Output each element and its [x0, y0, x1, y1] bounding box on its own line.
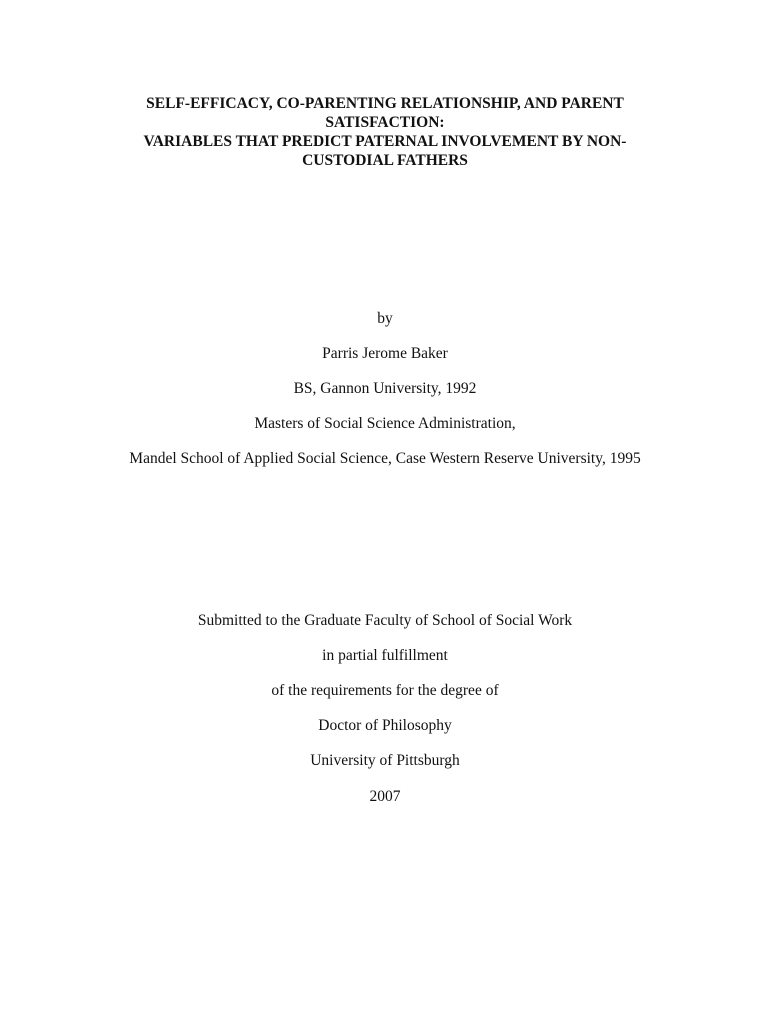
degree-masters-school: Mandel School of Applied Social Science, Case Western Reserve University, 1995: [129, 450, 641, 467]
title-line-1: SELF-EFFICACY, CO-PARENTING RELATIONSHIP, AND PARENT: [146, 95, 624, 112]
degree-masters: Masters of Social Science Administration,: [254, 415, 516, 432]
author-name: Parris Jerome Baker: [322, 345, 448, 362]
submission-year: 2007: [369, 788, 401, 805]
partial-fulfillment: in partial fulfillment: [322, 647, 448, 664]
submission-statement: Submitted to the Graduate Faculty of School of Social Work: [197, 612, 573, 629]
university-name: University of Pittsburgh: [310, 752, 460, 769]
title-line-3: VARIABLES THAT PREDICT PATERNAL INVOLVEMENT BY NON-: [143, 133, 627, 150]
degree-name: Doctor of Philosophy: [318, 717, 452, 734]
by-label: by: [377, 310, 393, 327]
dissertation-title: [0, 94, 770, 170]
title-line-4: CUSTODIAL FATHERS: [302, 152, 468, 169]
requirements-statement: of the requirements for the degree of: [271, 682, 499, 699]
degree-bachelor: BS, Gannon University, 1992: [293, 380, 477, 397]
title-line-2: SATISFACTION:: [325, 114, 445, 131]
